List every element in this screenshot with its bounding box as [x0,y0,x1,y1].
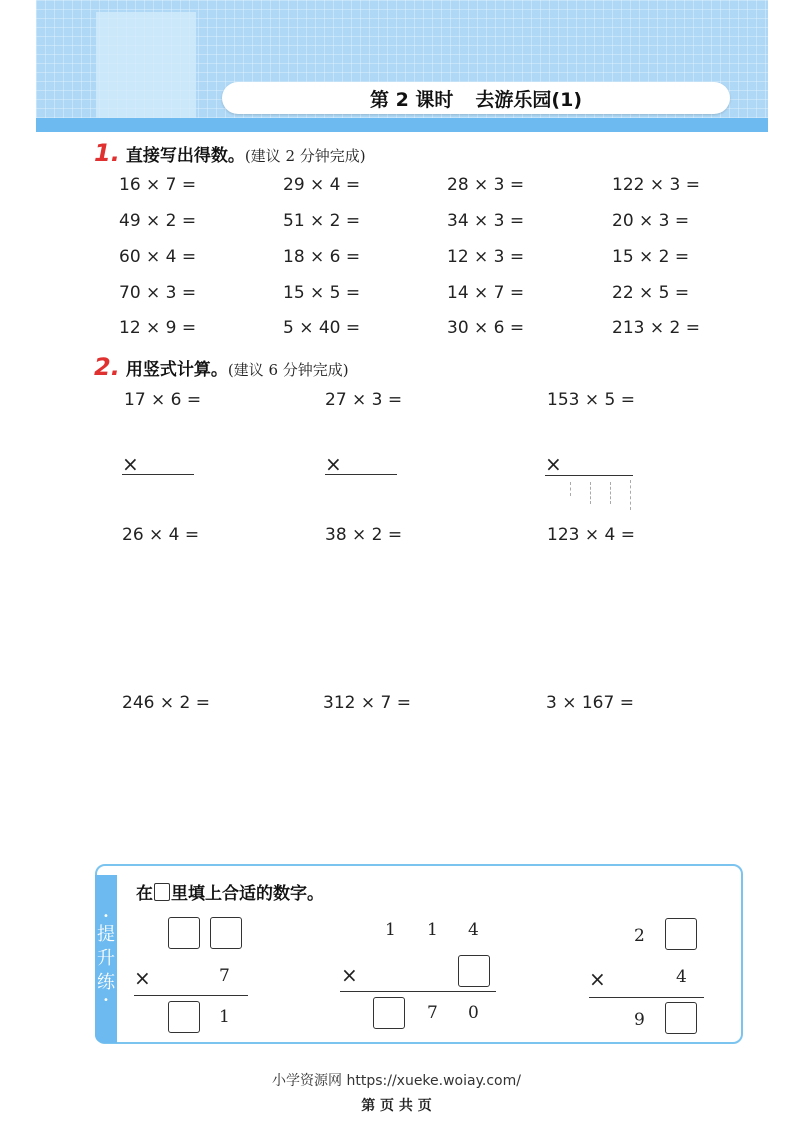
header-tab [96,12,196,124]
answer-box[interactable] [210,917,242,949]
vertical-problem: 27 × 3 = [325,390,403,410]
vertical-problem: 3 × 167 = [546,693,634,713]
top-digit: 4 [468,920,479,940]
oral-problem: 15 × 5 = [283,283,361,303]
footer-source-url: 小学资源网 https://xueke.woiay.com/ [272,1073,521,1089]
times-sign: × [589,967,606,991]
oral-problem: 20 × 3 = [612,211,690,231]
vertical-problem: 26 × 4 = [122,525,200,545]
top-digit: 1 [385,920,396,940]
vertical-times-sign: × [122,452,139,476]
answer-box[interactable] [458,955,490,987]
side-char: 升 [97,948,115,969]
vertical-problem: 246 × 2 = [122,693,210,713]
blank-square-icon [154,883,170,901]
vertical-problem: 38 × 2 = [325,525,403,545]
instruction-before: 在 [136,884,153,904]
section1-number: 1. [94,139,120,167]
dashed-guide [590,482,591,504]
lesson-title-bar [222,82,730,114]
side-char: 练 [97,972,115,993]
answer-box[interactable] [168,1001,200,1033]
lesson-number: 第 2 课时 [369,88,454,111]
oral-problem: 12 × 9 = [119,318,197,338]
oral-problem: 28 × 3 = [447,175,525,195]
oral-problem: 30 × 6 = [447,318,525,338]
header-strip [36,118,768,132]
calc-line [589,997,704,998]
side-dot: • [103,995,109,1006]
multiplier-digit: 7 [219,966,230,986]
times-sign: × [341,963,358,987]
oral-problem: 49 × 2 = [119,211,197,231]
section1-heading [94,139,366,167]
result-digit: 1 [219,1007,230,1027]
vertical-problem: 153 × 5 = [547,390,635,410]
section1-title: 直接写出得数。 [125,146,245,166]
oral-problem: 5 × 40 = [283,318,361,338]
side-char: 提 [97,924,115,945]
vertical-times-sign: × [545,452,562,476]
section2-hint: (建议 6 分钟完成) [227,361,349,379]
result-digit: 0 [468,1003,479,1023]
footer-page-number: 第 页 共 页 [361,1098,432,1114]
oral-problem: 16 × 7 = [119,175,197,195]
instruction-after: 里填上合适的数字。 [171,884,324,904]
calc-line [134,995,248,996]
vertical-problem: 17 × 6 = [124,390,202,410]
oral-problem: 51 × 2 = [283,211,361,231]
section2-title: 用竖式计算。 [125,360,228,380]
vertical-problem: 123 × 4 = [547,525,635,545]
top-digit: 2 [634,926,645,946]
oral-problem: 12 × 3 = [447,247,525,267]
vertical-times-sign: × [325,452,342,476]
calc-line [340,991,496,992]
oral-problem: 22 × 5 = [612,283,690,303]
result-digit: 9 [634,1010,645,1030]
oral-problem: 60 × 4 = [119,247,197,267]
oral-problem: 29 × 4 = [283,175,361,195]
answer-box[interactable] [665,1002,697,1034]
side-dot: • [103,911,109,922]
oral-problem: 213 × 2 = [612,318,700,338]
oral-problem: 34 × 3 = [447,211,525,231]
result-digit: 7 [427,1003,438,1023]
section1-hint: (建议 2 分钟完成) [244,147,366,165]
vertical-problem: 312 × 7 = [323,693,411,713]
oral-problem: 122 × 3 = [612,175,700,195]
dashed-guide [630,480,631,510]
answer-box[interactable] [373,997,405,1029]
times-sign: × [134,966,151,990]
multiplier-digit: 4 [676,967,687,987]
top-digit: 1 [427,920,438,940]
section2-number: 2. [94,353,120,381]
answer-box[interactable] [168,917,200,949]
extension-side-label [95,875,117,1043]
answer-box[interactable] [665,918,697,950]
dashed-guide [610,482,611,504]
extension-instruction [136,879,324,904]
vertical-calc-line [545,475,633,476]
oral-problem: 18 × 6 = [283,247,361,267]
oral-problem: 15 × 2 = [612,247,690,267]
oral-problem: 14 × 7 = [447,283,525,303]
dashed-guide [570,482,571,496]
section2-heading [94,353,349,381]
vertical-calc-line [325,474,397,475]
oral-problem: 70 × 3 = [119,283,197,303]
vertical-calc-line [122,474,194,475]
lesson-title: 去游乐园(1) [475,88,583,111]
